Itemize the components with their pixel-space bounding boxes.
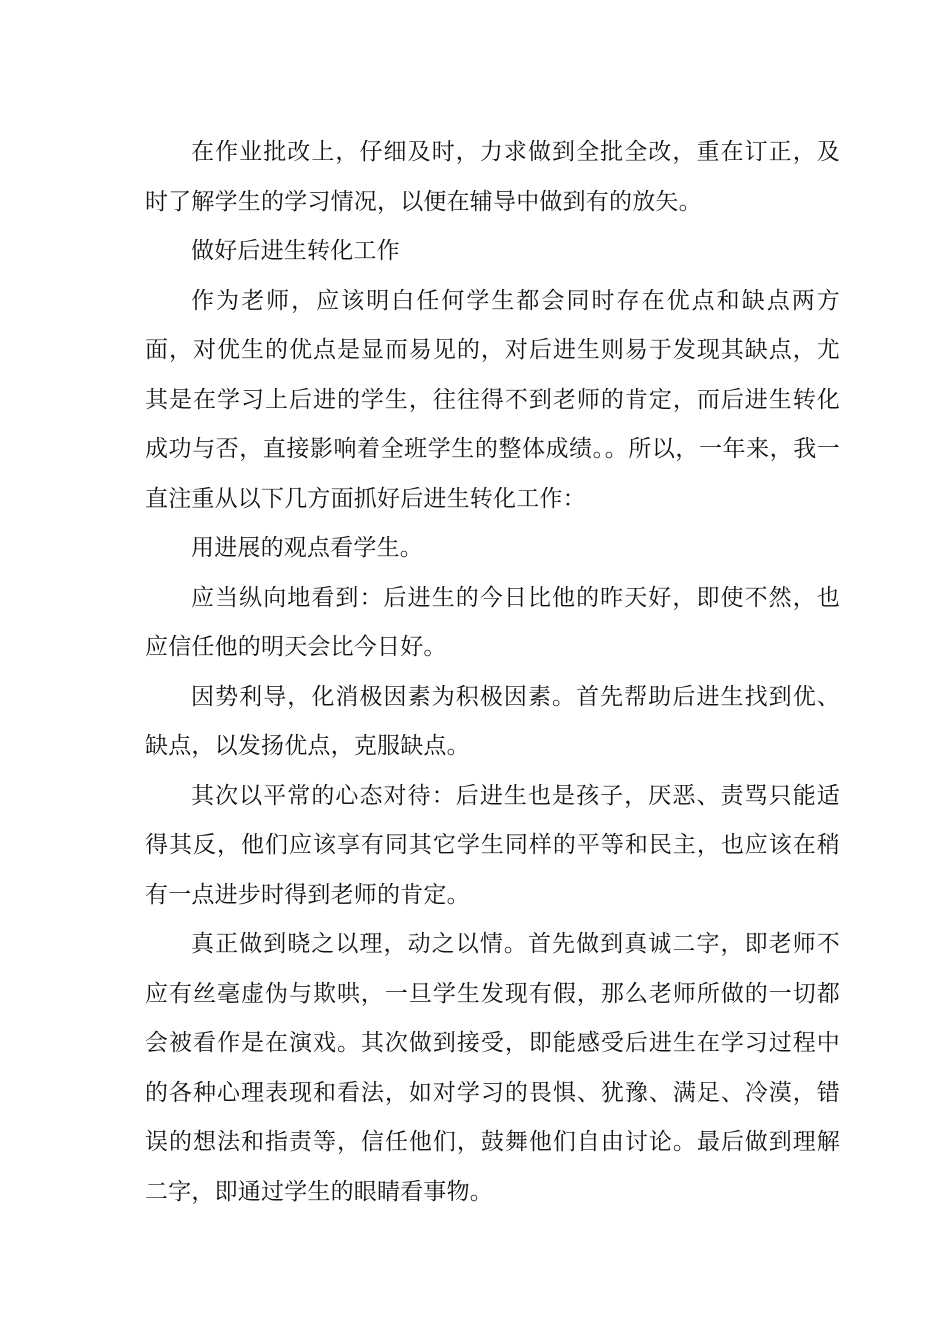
paragraph: 在作业批改上，仔细及时，力求做到全批全改，重在订正，及时了解学生的学习情况，以便在辅导中做到有的放矢。 xyxy=(145,139,840,215)
paragraph: 因势利导，化消极因素为积极因素。首先帮助后进生找到优、缺点，以发扬优点，克服缺点。 xyxy=(145,683,840,759)
paragraph: 作为老师，应该明白任何学生都会同时存在优点和缺点两方面，对优生的优点是显而易见的，对后进生则易于发现其缺点，尤其是在学习上后进的学生，往往得不到老师的肯定，而后进生转化成功与否，直接影响着全班学生的整体成绩。。所以，一年来，我一直注重从以下几方面抓好后进生转化工作： xyxy=(145,287,840,512)
paragraph: 用进展的观点看学生。 xyxy=(191,535,423,561)
document-body xyxy=(145,128,840,1217)
section-heading: 做好后进生转化工作 xyxy=(191,238,400,264)
paragraph: 其次以平常的心态对待：后进生也是孩子，厌恶、责骂只能适得其反，他们应该享有同其它学生同样的平等和民主，也应该在稍有一点进步时得到老师的肯定。 xyxy=(145,782,840,908)
paragraph: 应当纵向地看到：后进生的今日比他的昨天好，即使不然，也应信任他的明天会比今日好。 xyxy=(145,584,840,660)
paragraph: 真正做到晓之以理，动之以情。首先做到真诚二字，即老师不应有丝毫虚伪与欺哄，一旦学生发现有假，那么老师所做的一切都会被看作是在演戏。其次做到接受，即能感受后进生在学习过程中的各种心理表现和看法，如对学习的畏惧、犹豫、满足、冷漠，错误的想法和指责等，信任他们，鼓舞他们自由讨论。最后做到理解二字，即通过学生的眼睛看事物。 xyxy=(145,931,840,1205)
